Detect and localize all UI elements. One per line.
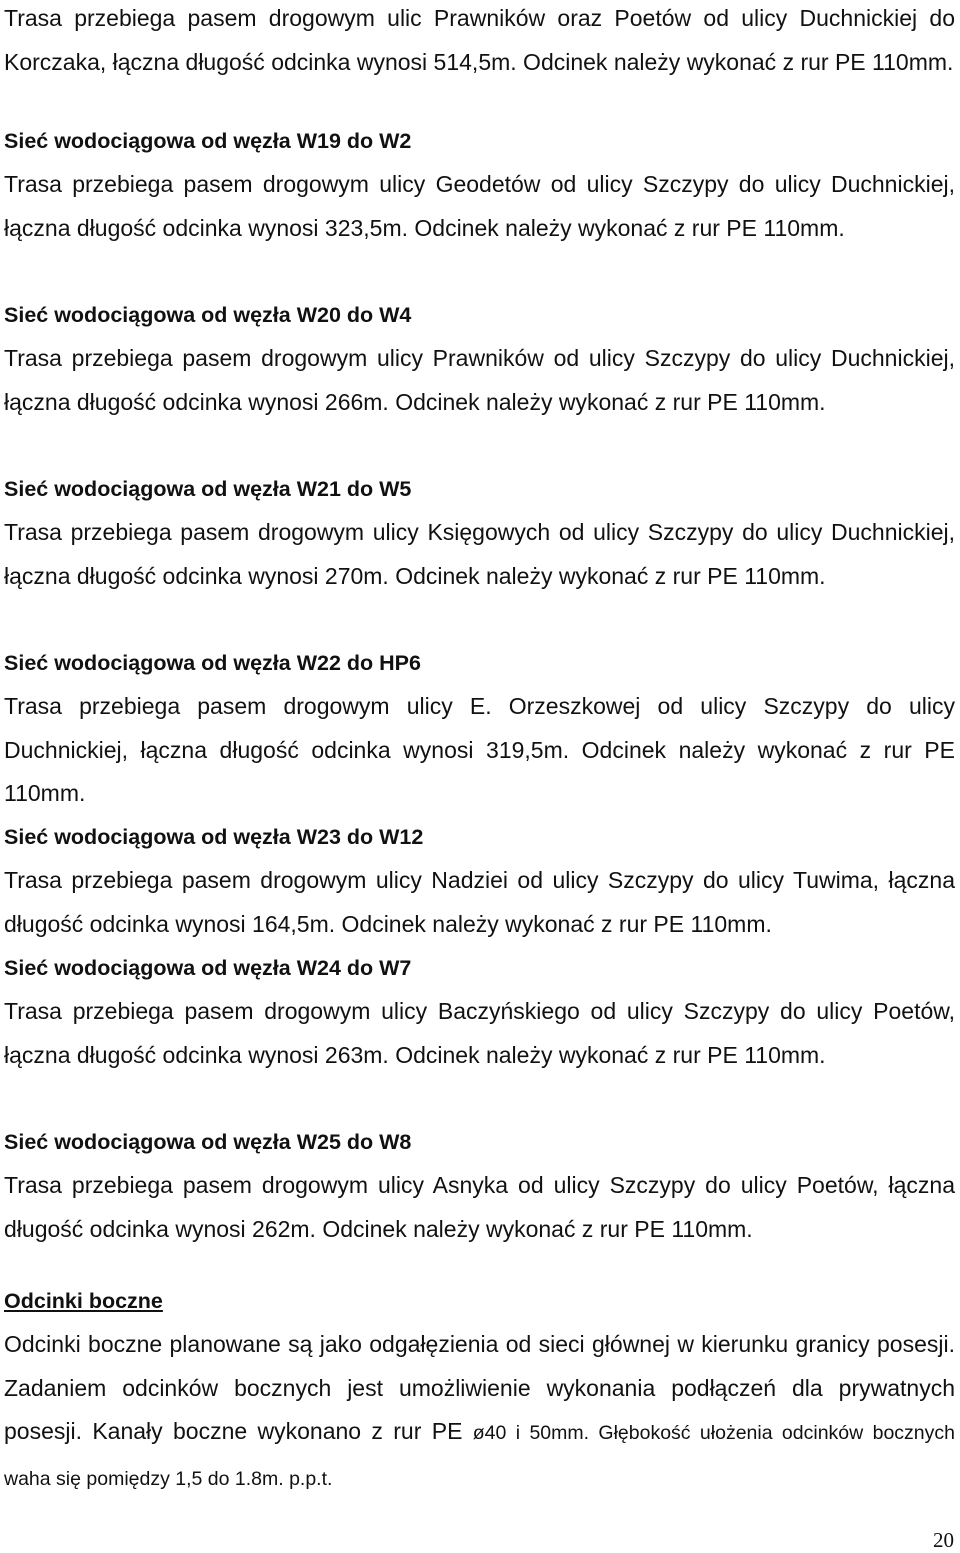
side-body-small: ø40 i 50mm. Głębokość ułożenia odcinków bocznych waha się pomiędzy 1,5 do 1.8m. p.p.t.: [4, 1422, 955, 1490]
side-body-main: Odcinki boczne planowane są jako odgałęzienia od sieci głównej w kierunku granicy posesji. Zadaniem odcinków bocznych jest umożliwienie wykonania podłączeń dla prywatnych posesji. Kanały boczne wykonano z rur PE: [4, 1331, 955, 1444]
section-body-w23: Trasa przebiega pasem drogowym ulicy Nadziei od ulicy Szczypy do ulicy Tuwima, łączna długość odcinka wynosi 164,5m. Odcinek należy wykonać z rur PE 110mm.: [4, 867, 955, 937]
page-number: 20: [933, 1528, 954, 1552]
section-heading-w20: Sieć wodociągowa od węzła W20 do W4: [4, 303, 412, 327]
side-sections-heading: Odcinki boczne: [4, 1289, 163, 1313]
section-heading-w19: Sieć wodociągowa od węzła W19 do W2: [4, 129, 412, 153]
section-heading-w22: Sieć wodociągowa od węzła W22 do HP6: [4, 651, 421, 675]
section-heading-w24: Sieć wodociągowa od węzła W24 do W7: [4, 956, 412, 980]
section-body-w25: Trasa przebiega pasem drogowym ulicy Asnyka od ulicy Szczypy do ulicy Poetów, łączna długość odcinka wynosi 262m. Odcinek należy wykonać z rur PE 110mm.: [4, 1172, 955, 1242]
section-body-w21: Trasa przebiega pasem drogowym ulicy Księgowych od ulicy Szczypy do ulicy Duchnickiej, łączna długość odcinka wynosi 270m. Odcinek należy wykonać z rur PE 110mm.: [4, 519, 955, 589]
section-body-w22: Trasa przebiega pasem drogowym ulicy E. Orzeszkowej od ulicy Szczypy do ulicy Duchnickiej, łączna długość odcinka wynosi 319,5m. Odcinek należy wykonać z rur PE 110mm.: [4, 693, 955, 806]
section-body-w24: Trasa przebiega pasem drogowym ulicy Baczyńskiego od ulicy Szczypy do ulicy Poetów, łączna długość odcinka wynosi 263m. Odcinek należy wykonać z rur PE 110mm.: [4, 998, 955, 1068]
section-heading-w21: Sieć wodociągowa od węzła W21 do W5: [4, 477, 412, 501]
intro-paragraph: Trasa przebiega pasem drogowym ulic Prawników oraz Poetów od ulicy Duchnickiej do Korczaka, łączna długość odcinka wynosi 514,5m. Odcinek należy wykonać z rur PE 110mm.: [4, 5, 955, 75]
side-sections-body: [4, 1323, 955, 1501]
section-heading-w23: Sieć wodociągowa od węzła W23 do W12: [4, 825, 424, 849]
section-heading-w25: Sieć wodociągowa od węzła W25 do W8: [4, 1130, 412, 1154]
section-body-w19: Trasa przebiega pasem drogowym ulicy Geodetów od ulicy Szczypy do ulicy Duchnickiej, łączna długość odcinka wynosi 323,5m. Odcinek należy wykonać z rur PE 110mm.: [4, 171, 955, 241]
section-body-w20: Trasa przebiega pasem drogowym ulicy Prawników od ulicy Szczypy do ulicy Duchnickiej, łączna długość odcinka wynosi 266m. Odcinek należy wykonać z rur PE 110mm.: [4, 345, 955, 415]
